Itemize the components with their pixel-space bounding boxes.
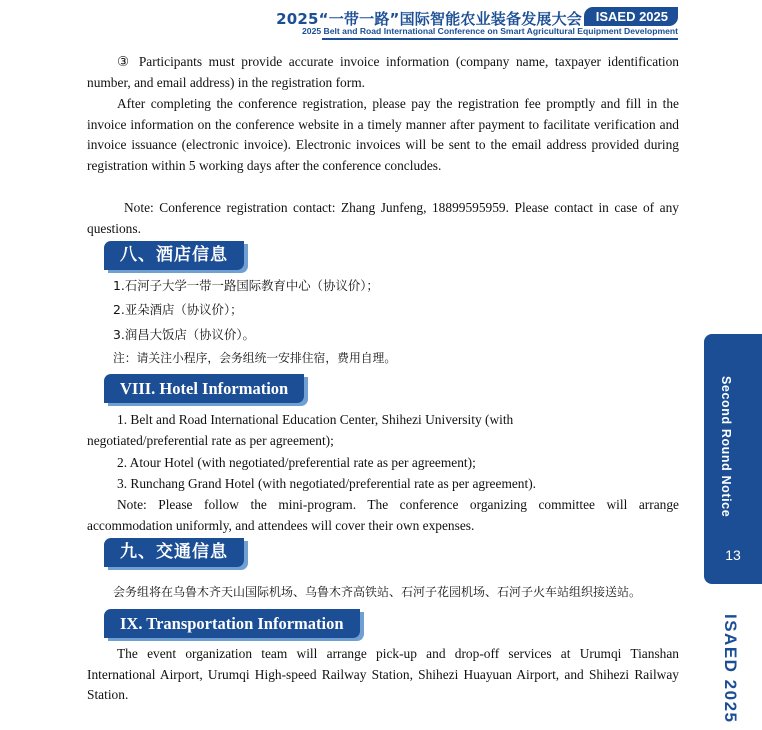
section-heading-text: 九、交通信息 (120, 542, 228, 562)
section-heading-text: IX. Transportation Information (120, 614, 344, 633)
transport-en-text: The event organization team will arrange pick-up and drop-off services at Urumqi Tianshan International Airport, Urumqi High-speed Railway Station, Shihezi Huayuan Airport, and Shihezi Railway Station. (87, 646, 679, 703)
side-brand (720, 614, 750, 730)
header-title-en: 2025 Belt and Road International Conference on Smart Agricultural Equipment Development (302, 26, 678, 36)
header-title-cn: 2025“一带一路”国际智能农业装备发展大会 (276, 10, 582, 28)
section-heading-hotel-en (104, 374, 304, 403)
contact-note-paragraph: Note: Conference registration contact: Zhang Junfeng, 18899595959. Please contact in case of any questions. (87, 200, 679, 236)
page-number: 13 (725, 547, 741, 563)
hotel-en-note: Note: Please follow the mini-program. The conference organizing committee will arrange accommodation uniformly, and attendees will cover their own expenses. (87, 497, 679, 533)
hotel-cn-note: 注：请关注小程序，会务组统一安排住宿，费用自理。 (113, 351, 397, 365)
side-brand-text: ISAED 2025 (721, 614, 740, 724)
section-heading-transport-cn (104, 538, 244, 567)
section-heading-transport-en (104, 609, 360, 638)
side-tab-label (719, 376, 745, 526)
header-rule (322, 38, 678, 40)
header-badge: ISAED 2025 (584, 7, 678, 26)
invoice-requirement-paragraph: ③ Participants must provide accurate invoice information (company name, taxpayer identification number, and email address) in the registration form. (87, 54, 679, 90)
hotel-en-item-2: 2. Atour Hotel (with negotiated/preferential rate as per agreement); (117, 455, 476, 470)
hotel-cn-item-2: 2.亚朵酒店（协议价）； (113, 302, 243, 317)
hotel-cn-item-1: 1.石河子大学一带一路国际教育中心（协议价）； (113, 278, 379, 293)
transport-cn-text: 会务组将在乌鲁木齐天山国际机场、乌鲁木齐高铁站、石河子花园机场、石河子火车站组织接送站。 (113, 585, 642, 599)
payment-paragraph: After completing the conference registration, please pay the registration fee promptly and fill in the invoice information on the conference website in a timely manner after payment to facilitate verification and invoice issuance (electronic invoice). Electronic invoices will be sent to the email address provided during registration within 5 working days after the conference concludes. (87, 96, 679, 173)
section-heading-text: 八、酒店信息 (120, 245, 228, 265)
hotel-cn-item-3: 3.润昌大饭店（协议价）。 (113, 327, 255, 342)
hotel-en-item-1-line-1: 1. Belt and Road International Education Center, Shihezi University (with (117, 412, 514, 427)
side-tab-label-text: Second Round Notice (719, 376, 733, 518)
section-heading-hotel-cn (104, 241, 244, 270)
section-heading-text: VIII. Hotel Information (120, 379, 289, 398)
hotel-en-item-1-line-2: negotiated/preferential rate as per agreement); (87, 433, 334, 448)
hotel-en-item-3: 3. Runchang Grand Hotel (with negotiated/preferential rate as per agreement). (117, 476, 537, 491)
